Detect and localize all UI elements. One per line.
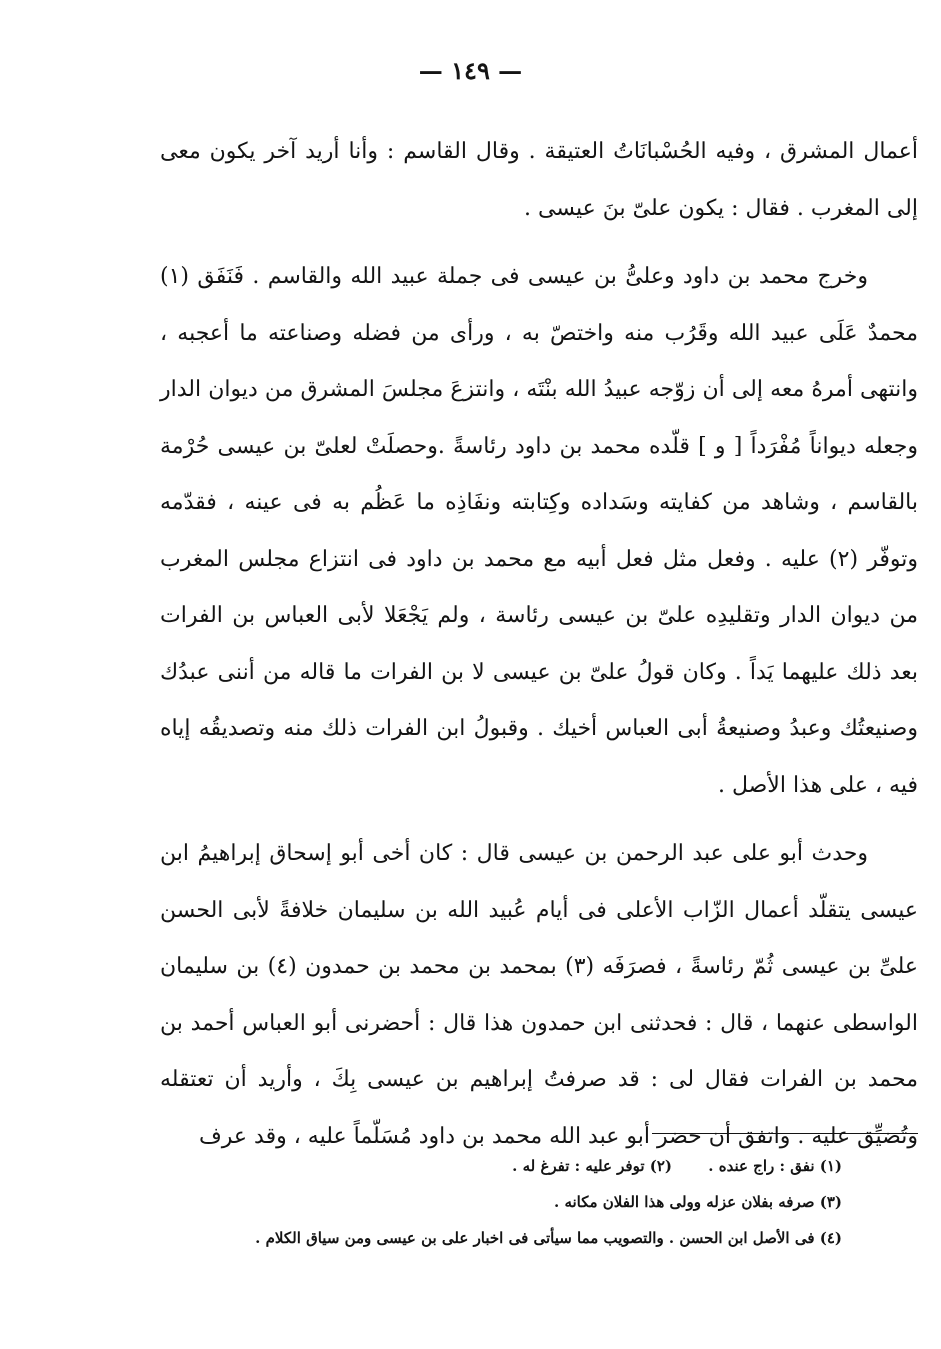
paragraph-2: وخرج محمد بن داود وعلىُّ بن عيسى فى جملة عبيد الله والقاسم . فَنَفَق (١) محمدٌ عَلَى عبيد الله وقَرُب منه واختصّ به ، ورأى من فضله وصناعته ما أعجبه ، وانتهى أمرهُ معه إلى أن زوّجه عبيدُ الله بنْتَه ، وانتزعَ مجلسَ المشرق من ديوان الدار وجعله ديواناً مُفْرَداً [ و ] قلّده محمد بن داود رئاسةً .وحصلَتْ لعلىّ بن عيسى حُرْمة بالقاسم ، وشاهد من كفايته وسَداده وكِتابته ونفَاذِه ما عَظُم به فى عينه ، فقدّمه وتوفّر (٢) عليه . وفعل مثل فعل أبيه مع محمد بن داود فى انتزاع مجلس المغرب من ديوان الدار وتقليدِه علىّ بن عيسى رئاسة ، ولم يَجْعَلا لأبى العباس بن الفرات بعد ذلك عليهما يَداً . وكان قولُ علىّ بن عيسى لا بن الفرات ما قاله من أننى عبدُك وصنيعتُك وعبدُ وصنيعةُ أبى العباس أخيك . وقبولُ ابن الفرات ذلك منه وتصديقُه إياه فيه ، على هذا الأصل . bbox=[160, 264, 918, 798]
footnote-2: (٢) توفر عليه : تفرغ له . bbox=[512, 1157, 672, 1175]
footnote-4: (٤) فى الأصل ابن الحسن . والتصويب مما سيأتى فى اخبار على بن عيسى ومن سياق الكلام . bbox=[255, 1229, 842, 1247]
footnote-1: (١) نفق : راج عنده . bbox=[708, 1157, 842, 1175]
footnote-row-3 bbox=[170, 1220, 842, 1256]
page-number: — ١٤٩ — bbox=[418, 56, 523, 85]
footnote-row-1 bbox=[170, 1148, 842, 1184]
paragraph-3: وحدث أبو على عبد الرحمن بن عيسى قال : كان أخى أبو إسحاق إبراهيمُ ابن عيسى يتقلّد أعمال الزّاب الأعلى فى أيام عُبيد الله بن سليمان خلافةً لأبى الحسن علىِّ بن عيسى ثُمّ رئاسةً ، فصرَفَه (٣) بمحمد بن محمد بن حمدون (٤) بن سليمان الواسطى عنهما ، قال : فحدثنى ابن حمدون هذا قال : أحضرنى أبو العباس أحمد بن محمد بن الفرات فقال لى : قد صرفتُ إبراهيم بن عيسى بِكَ ، وأريد أن تعتقله وتُضيِّق عليه . واتفق أن حضر أبو عبد الله محمد بن داود مُسَلّماً عليه ، وقد عرف bbox=[160, 841, 918, 1149]
footnote-separator bbox=[652, 1133, 918, 1134]
footnote-3: (٣) صرفه بفلان عزله وولى هذا الفلان مكانه . bbox=[554, 1193, 842, 1211]
paragraph-1: أعمال المشرق ، وفيه الحُسْبانَاتُ العتيقة . وقال القاسم : وأنا أريد آخر يكون معى إلى المغرب . فقال : يكون علىّ بنَ عيسى . bbox=[160, 139, 918, 221]
footnotes bbox=[170, 1148, 842, 1256]
footnote-row-2 bbox=[170, 1184, 842, 1220]
main-text bbox=[160, 124, 918, 1165]
